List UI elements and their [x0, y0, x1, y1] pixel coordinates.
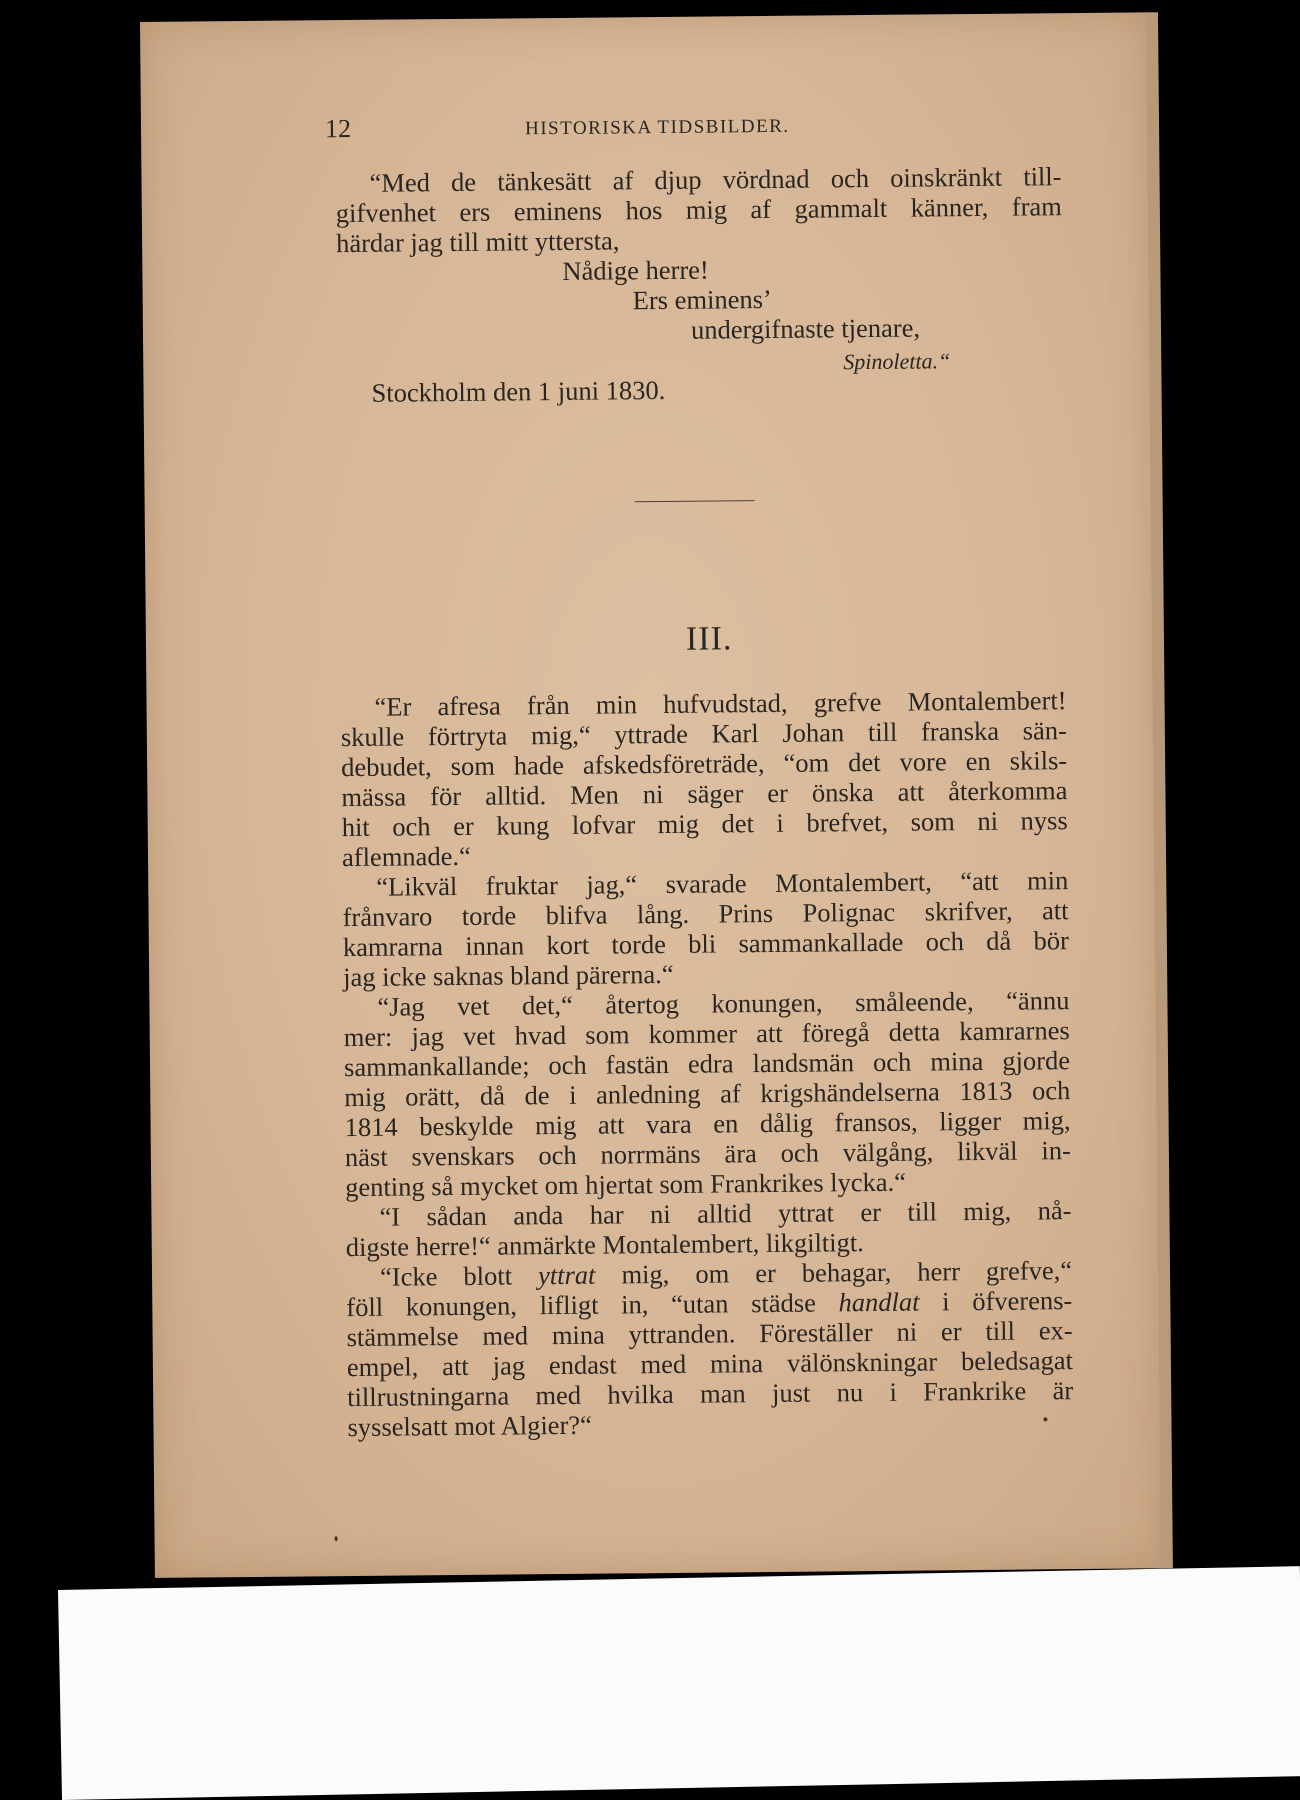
scanner-background — [58, 1566, 1300, 1800]
letter-dateline: Stockholm den 1 juni 1830. — [371, 374, 666, 408]
text-line: sammankallande; och fastän edra landsmän och mina gjorde — [343, 1045, 1071, 1083]
text-line: 1814 beskylde mig att vara en dålig fransos, ligger mig, — [344, 1105, 1071, 1143]
text-line: “Er afresa från min hufvudstad, grefve Montalembert! — [374, 685, 1067, 722]
text-line: genting så mycket om hjertat som Frankrikes lycka.“ — [345, 1166, 907, 1203]
text-line: hit och er kung lofvar mig det i brefvet, som ni nyss — [341, 805, 1068, 843]
page-edge — [1146, 12, 1173, 1568]
text-line: empel, att jag endast med mina välönskningar beledsagat — [346, 1345, 1074, 1383]
paragraph — [342, 865, 1069, 992]
text-line: digste herre!“ anmärkte Montalembert, likgiltigt. — [345, 1227, 864, 1263]
text-line: mer: jag vet hvad som kommer att föregå detta kamrarnes — [343, 1015, 1070, 1053]
page-number: 12 — [324, 113, 352, 144]
letter-signature: Spinoletta.“ — [843, 348, 951, 375]
text-line: “I sådan anda har ni alltid yttrat er till mig, nå- — [379, 1195, 1072, 1232]
paragraph — [343, 985, 1071, 1202]
paragraph — [346, 1255, 1074, 1442]
running-head — [324, 113, 1045, 144]
ink-speck — [1043, 1417, 1047, 1421]
text-run: i öfverens- — [919, 1285, 1073, 1317]
text-line: “Likväl fruktar jag,“ svarade Montalembert, “att min — [376, 865, 1069, 902]
text-run: föll konungen, lifligt in, “utan städse — [346, 1287, 839, 1323]
text-line: frånvaro torde blifva lång. Prins Polignac skrifver, att — [342, 895, 1069, 933]
letter-closing: undergifnaste tjenare, — [690, 312, 921, 345]
letter-body — [335, 161, 1062, 258]
chapter-text — [340, 685, 1073, 1442]
emphasis: handlat — [838, 1286, 920, 1318]
text-line: “Jag vet det,“ återtog konungen, småleende, “ännu — [377, 985, 1070, 1022]
text-line: mig orätt, då de i anledning af krigshändelserna 1813 och — [344, 1075, 1071, 1113]
text-line: gifvenhet ers eminens hos mig af gammalt känner, fram — [335, 191, 1062, 229]
text-line: stämmelse med mina yttranden. Föreställer ni er till ex- — [346, 1315, 1073, 1353]
text-line: härdar jag till mitt yttersta, — [335, 225, 620, 259]
letter-salutation: Nådige herre! — [562, 254, 709, 286]
text-line: debudet, som hade afskedsföreträde, “om det vore en skils- — [341, 745, 1068, 783]
letter-closing: Ers eminens’ — [632, 283, 772, 316]
text-line: mässa för alltid. Men ni säger er önska att återkomma — [341, 775, 1068, 813]
text-line: sysselsatt mot Algier?“ — [347, 1409, 592, 1443]
text-line: tillrustningarna med hvilka man just nu i Frankrike är — [347, 1375, 1074, 1413]
section-numeral: III. — [685, 620, 733, 658]
text-line: jag icke saknas bland pärerna.“ — [343, 958, 674, 993]
text-line: näst svenskars och norrmäns ära och välgång, likväl in- — [344, 1135, 1072, 1173]
text-run: “Icke blott — [379, 1260, 539, 1292]
book-page — [140, 12, 1163, 1578]
text-line: “Med de tänkesätt af djup vördnad och oinskränkt till- — [369, 161, 1062, 198]
text-line: kamrarna innan kort torde bli sammankallade och då bör — [342, 925, 1070, 963]
paragraph — [345, 1195, 1072, 1262]
running-title: HISTORISKA TIDSBILDER. — [524, 115, 790, 140]
text-line: aflemnade.“ — [341, 840, 471, 873]
section-divider — [635, 500, 755, 502]
text-line: skulle förtryta mig,“ yttrade Karl Johan till franska sän- — [340, 715, 1067, 753]
emphasis: yttrat — [537, 1259, 596, 1291]
text-run: mig, om er behagar, herr grefve,“ — [595, 1255, 1073, 1290]
ink-speck — [335, 1536, 338, 1541]
paragraph — [340, 685, 1068, 872]
